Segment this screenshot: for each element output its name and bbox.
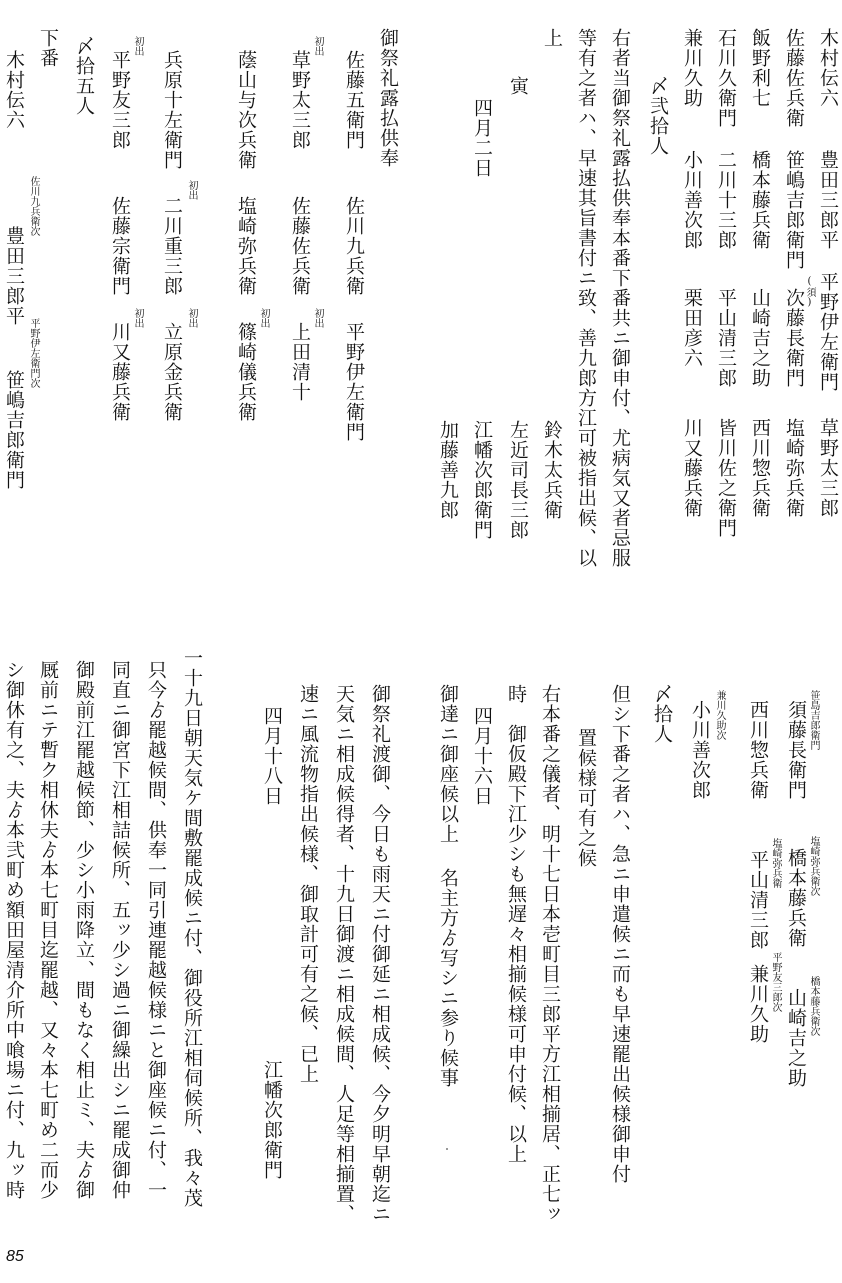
top-col2-b: 笹嶋吉郎衛門	[783, 150, 805, 270]
top-col2-a: 佐藤佐兵衛	[783, 28, 805, 128]
bottom-n6: 兼川久助	[747, 964, 769, 1044]
top-sig-sakonji: 左近司長三郎	[507, 420, 529, 540]
roster-r2-note-a: 初出	[312, 36, 323, 56]
roster-r5-b: 佐藤宗衛門	[109, 196, 131, 296]
roster-r4-note-b: 初出	[186, 308, 197, 328]
bottom-line5: 四月十六日	[471, 706, 493, 806]
roster-r4-b: 二川重三郎	[161, 196, 183, 296]
top-sig-kato: 加藤善九郎	[437, 420, 459, 520]
bottom-line9: 速ニ風流物指出候様、御取計可有之候、已上	[297, 684, 319, 1084]
bottom-line13: 同直ニ御宮下江相詰候所、五ッ少シ過ニ御繰出シニ罷成御仲	[109, 660, 131, 1200]
bottom-line10a: 四月十八日	[261, 706, 283, 806]
top-para-line1: 右者当御祭礼露払供奉本番下番共ニ御申付、尤病気又者忌服	[609, 28, 631, 568]
top-col3-c: 山崎吉之助	[749, 288, 771, 388]
top-sig-era: 寅	[507, 76, 529, 96]
top-col5-c: 栗田彦六	[681, 288, 703, 368]
bottom-n5-note: 塩崎弥兵衛	[770, 838, 781, 888]
top-total-20: 〆弐拾人	[647, 76, 669, 156]
bottom-line6b: 名主方ゟ写シニ参り候事	[437, 868, 459, 1088]
roster-r4-a: 兵原十左衛門	[161, 50, 183, 170]
roster-r1-b: 佐川九兵衛	[343, 196, 365, 296]
roster-r4-note-a: 初出	[186, 180, 197, 200]
roster-r3-a: 蔭山与次兵衛	[235, 50, 257, 170]
top-col2-d: 塩崎弥兵衛	[783, 418, 805, 518]
roster-r3-b: 塩崎弥兵衛	[235, 196, 257, 296]
top-para-line3: 上	[541, 28, 563, 48]
bottom-line11: 一十九日朝天気ケ間敷罷成候ニ付、御役所江相伺候所、我々茂	[181, 648, 203, 1208]
top-col2-note: (須)	[804, 276, 815, 308]
top-col4-b: 二川十三郎	[715, 150, 737, 250]
top-col4-c: 平山清三郎	[715, 288, 737, 388]
roster-r5-c: 川又藤兵衛	[109, 322, 131, 422]
roster-r5-note-b: 初出	[132, 308, 143, 328]
bottom-n3-note: 橋本藤兵衛次	[808, 976, 819, 1036]
bottom-line14: 御殿前江罷越候節、少シ小雨降立、間もなく相止ミ、夫ゟ御	[73, 660, 95, 1200]
bottom-line8: 天気ニ相成候得者、十九日御渡ニ相成候間、人足等相揃置、	[333, 684, 355, 1224]
bottom-n2-note: 塩崎弥兵衛次	[808, 836, 819, 896]
bottom-n7-note: 兼川久助次	[714, 690, 725, 740]
roster-r1-c: 平野伊左衛門	[343, 322, 365, 442]
top-sig-ebata: 江幡次郎衛門	[471, 420, 493, 540]
roster-total-15: 〆拾五人	[73, 36, 95, 116]
top-col5-a: 兼川久助	[681, 28, 703, 108]
bottom-line3: 右本番之儀者、明十七日本壱町目三郎平方江相揃居、正七ッ	[539, 684, 561, 1224]
roster-r5-note-a: 初出	[132, 36, 143, 56]
roster-r3-note: 初出	[258, 308, 269, 328]
roster-r4-c: 立原金兵衛	[161, 322, 183, 422]
top-col3-b: 橋本藤兵衛	[749, 150, 771, 250]
roster-r1-a: 佐藤五衛門	[343, 50, 365, 150]
roster-r2-c: 上田清十	[289, 322, 311, 402]
bottom-line2: 置候様可有之候	[575, 728, 597, 868]
last-a: 木村伝六	[3, 50, 25, 130]
top-col5-b: 小川善次郎	[681, 150, 703, 250]
top-col4-d: 皆川佐之衛門	[715, 418, 737, 538]
bottom-line6a: 御達ニ御座候以上	[437, 684, 459, 844]
last-c-note: 平野伊左衛門次	[28, 318, 39, 388]
last-c: 笹嶋吉郎衛門	[3, 370, 25, 490]
roster-r2-b: 佐藤佐兵衛	[289, 196, 311, 296]
bottom-n7: 小川善次郎	[689, 700, 711, 800]
top-col1-a: 木村伝六	[817, 28, 839, 108]
bottom-line1: 但シ下番之者ハ、急ニ申遣候ニ而も早速罷出候様御申付	[609, 684, 631, 1184]
last-b: 豊田三郎平	[3, 226, 25, 326]
last-b-note: 佐川九兵衛次	[28, 176, 39, 236]
bottom-n4: 西川惣兵衛	[747, 700, 769, 800]
bottom-n5: 平山清三郎	[747, 850, 769, 950]
bottom-line12: 只今ゟ罷越候間、供奉一同引連罷越候様ニと御座候ニ付、一	[145, 660, 167, 1200]
top-col5-d: 川又藤兵衛	[681, 418, 703, 518]
bottom-n3: 山崎吉之助	[785, 988, 807, 1088]
bottom-n1-note: 笹島吉郎衛門	[808, 690, 819, 750]
bottom-n2: 橋本藤兵衛	[785, 848, 807, 948]
top-col1-b: 豊田三郎平	[817, 150, 839, 250]
page-number: 85	[6, 1248, 24, 1265]
top-sig-date: 四月二日	[471, 98, 493, 178]
roster-r2-a: 草野太三郎	[289, 50, 311, 150]
roster-r5-a: 平野友三郎	[109, 50, 131, 150]
roster-r2-note-b: 初出	[312, 308, 323, 328]
top-col1-c: 平野伊左衛門	[817, 272, 839, 392]
top-col3-d: 西川惣兵衛	[749, 418, 771, 518]
bottom-line7: 御祭礼渡御、今日も雨天ニ付御延ニ相成候、今夕明早朝迄ニ	[369, 684, 391, 1224]
bottom-dot-mark	[446, 1148, 448, 1150]
top-sig-suzuki: 鈴木太兵衛	[541, 420, 563, 520]
bottom-n6-note: 平野友三郎次	[770, 952, 781, 1012]
top-col1-d: 草野太三郎	[817, 418, 839, 518]
bottom-total-10: 〆拾人	[651, 684, 673, 744]
top-col3-a: 飯野利七	[749, 28, 771, 108]
bottom-line10b: 江幡次郎衛門	[261, 1060, 283, 1180]
bottom-line15: 厩前ニテ暫ク相休夫ゟ本七町目迄罷越、又々本七町め二而少	[37, 660, 59, 1200]
top-col4-a: 石川久衛門	[715, 28, 737, 128]
top-heading-tsuyuharai: 御祭礼露払供奉	[377, 28, 399, 168]
bottom-line16: シ御休有之、夫ゟ本弐町め額田屋清介所中喰場ニ付、九ッ時	[3, 660, 25, 1200]
top-col2-c: 次藤長衛門	[783, 288, 805, 388]
top-para-line2: 等有之者ハ、早速其旨書付ニ致、善九郎方江可被指出候、以	[575, 28, 597, 568]
bottom-line4: 時 御仮殿下江少シも無遅々相揃候様可申付候、以上	[505, 684, 527, 1164]
roster-r3-c: 篠崎儀兵衛	[235, 322, 257, 422]
gebangashira-heading: 下番	[37, 28, 59, 68]
bottom-n1: 須藤長衛門	[785, 700, 807, 800]
